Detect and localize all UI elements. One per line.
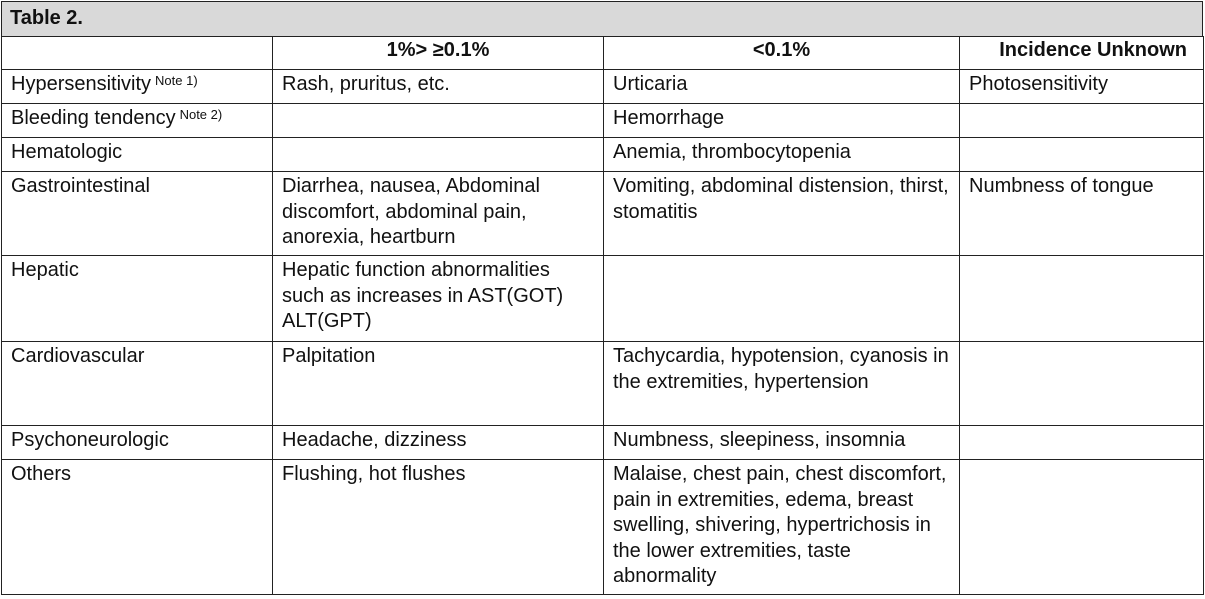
cell-freq-lt-0.1: Numbness, sleepiness, insomnia [604,426,960,460]
cell-freq-lt-0.1: Tachycardia, hypotension, cyanosis in the extremities, hypertension [604,342,960,426]
cell-freq-lt-0.1: Urticaria [604,70,960,104]
cell-incidence-unknown [960,104,1204,138]
cell-incidence-unknown [960,138,1204,172]
cell-freq-1-to-0.1 [273,138,604,172]
row-category: Hematologic [2,138,273,172]
table-row [2,104,1204,138]
table-title: Table 2. [1,1,1203,36]
cell-incidence-unknown: Numbness of tongue [960,172,1204,256]
header-row [2,37,1204,70]
cell-freq-1-to-0.1: Flushing, hot flushes [273,460,604,595]
cell-incidence-unknown [960,460,1204,595]
table-row [2,70,1204,104]
header-freq-1-to-0.1: 1%> ≥0.1% [273,37,604,70]
cell-freq-1-to-0.1: Palpitation [273,342,604,426]
adverse-reactions-table-container [1,1,1203,597]
cell-freq-1-to-0.1 [273,104,604,138]
row-category: Gastrointestinal [2,172,273,256]
row-category-cell [2,104,273,138]
header-incidence-unknown: Incidence Unknown [960,37,1204,70]
table-row [2,138,1204,172]
row-note: Note 2) [179,107,223,122]
cell-incidence-unknown [960,342,1204,426]
row-category: Bleeding tendency [11,107,176,129]
cell-freq-1-to-0.1: Hepatic function abnormalities such as increases in AST(GOT) ALT(GPT) [273,256,604,342]
table-row [2,256,1204,342]
table-row [2,172,1204,256]
cell-incidence-unknown [960,426,1204,460]
header-freq-lt-0.1: <0.1% [604,37,960,70]
row-note: Note 1) [155,73,198,88]
cell-freq-lt-0.1: Hemorrhage [604,104,960,138]
cell-freq-lt-0.1: Anemia, thrombocytopenia [604,138,960,172]
row-category: Others [2,460,273,595]
adverse-reactions-table [1,36,1204,595]
cell-freq-1-to-0.1: Headache, dizziness [273,426,604,460]
table-row [2,342,1204,426]
row-category-cell [2,70,273,104]
cell-incidence-unknown: Photosensitivity [960,70,1204,104]
row-category: Cardiovascular [2,342,273,426]
row-category: Hypersensitivity [11,73,152,95]
table-row [2,460,1204,595]
row-category: Psychoneurologic [2,426,273,460]
cell-freq-lt-0.1: Vomiting, abdominal distension, thirst, stomatitis [604,172,960,256]
cell-incidence-unknown [960,256,1204,342]
row-category: Hepatic [2,256,273,342]
header-category [2,37,273,70]
cell-freq-lt-0.1: Malaise, chest pain, chest discomfort, pain in extremities, edema, breast swelling, shivering, hypertrichosis in the lower extremities, taste abnormality [604,460,960,595]
table-row [2,426,1204,460]
cell-freq-lt-0.1 [604,256,960,342]
cell-freq-1-to-0.1: Rash, pruritus, etc. [273,70,604,104]
cell-freq-1-to-0.1: Diarrhea, nausea, Abdominal discomfort, abdominal pain, anorexia, heartburn [273,172,604,256]
